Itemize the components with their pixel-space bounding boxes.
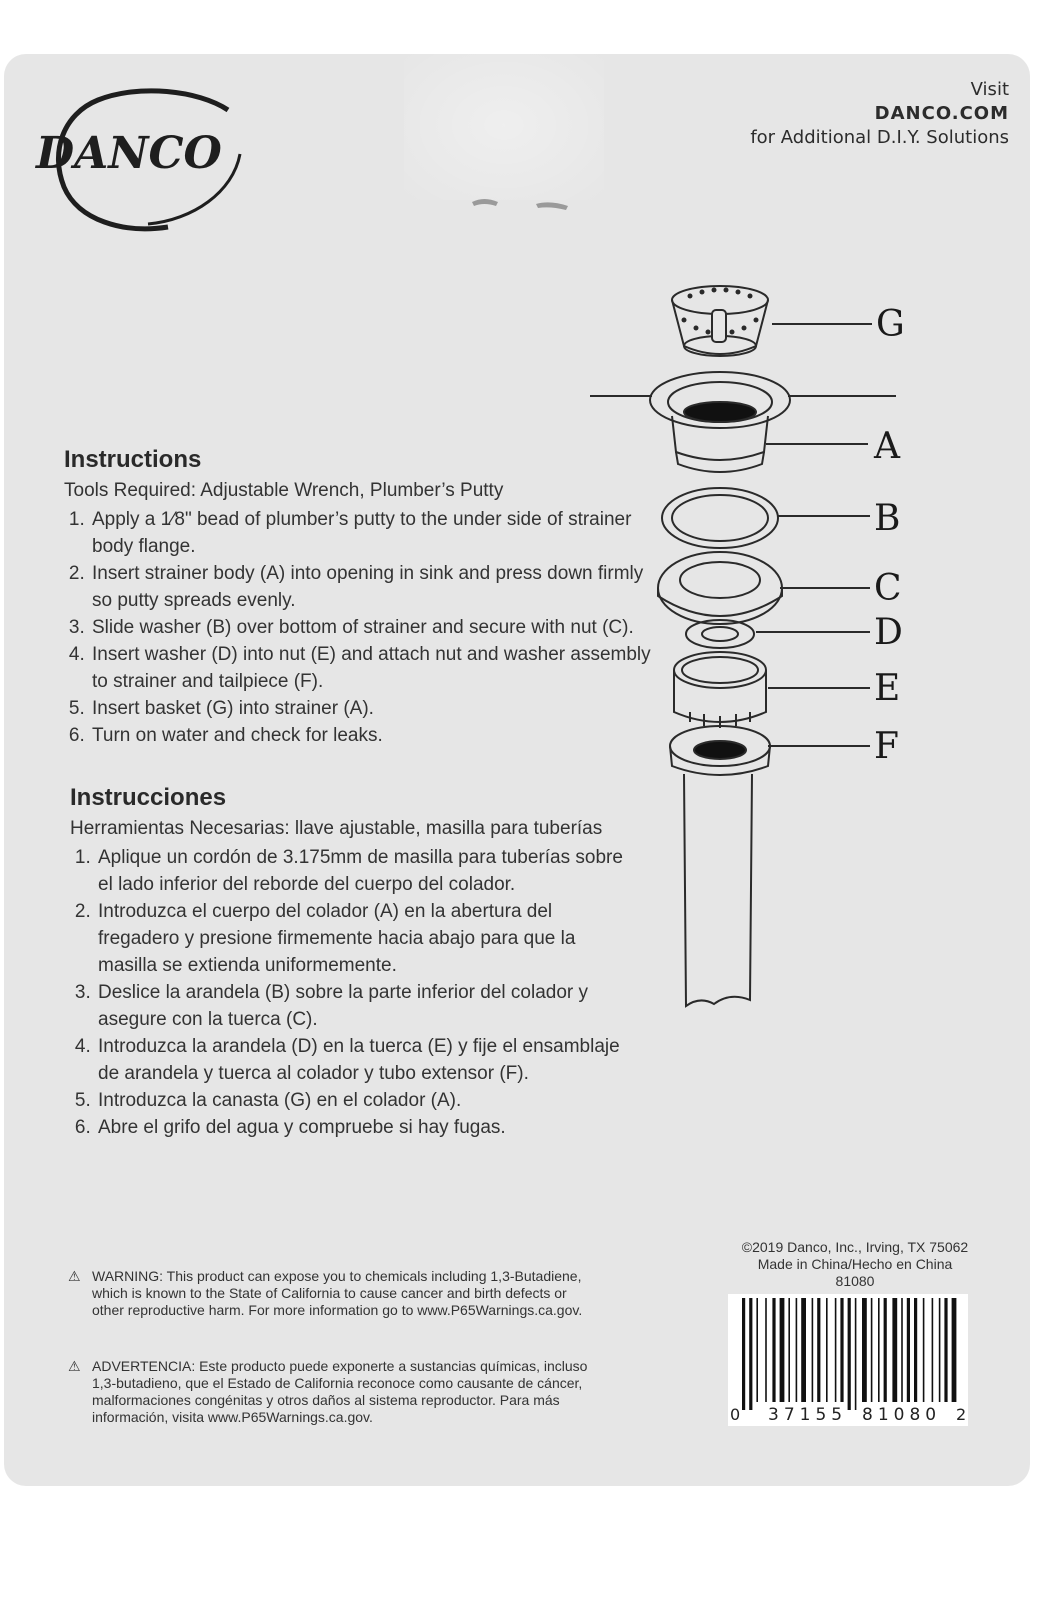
barcode-bar — [835, 1298, 837, 1402]
danco-logo — [28, 82, 258, 242]
barcode-bar — [855, 1298, 857, 1410]
upc-barcode — [728, 1294, 968, 1426]
step-item: 1. Apply a 1⁄8" bead of plumber’s putty to the under side of strainer body flange. — [90, 506, 664, 560]
step-item: 3. Deslice la arandela (B) sobre la parte inferior del colador y asegure con la tuerca (C). — [96, 979, 630, 1033]
barcode-bar — [944, 1298, 947, 1402]
step-item: 5. Introduzca la canasta (G) en el colador (A). — [96, 1087, 630, 1114]
barcode-bar — [939, 1298, 941, 1402]
barcode-left-digits: 37155 — [768, 1405, 848, 1425]
barcode-bar — [742, 1298, 745, 1410]
warning-triangle-icon: ⚠ — [68, 1268, 81, 1284]
barcode-bar — [892, 1298, 897, 1402]
hang-marks — [470, 196, 580, 216]
barcode-bar — [923, 1298, 925, 1402]
prop65-warning-en — [68, 1268, 588, 1319]
part-number: 81080 — [835, 1273, 875, 1289]
barcode-first-digit: 0 — [730, 1405, 741, 1424]
tailpiece-f-drawing — [670, 726, 770, 1006]
barcode-bar — [848, 1298, 851, 1410]
tools-required: Tools Required: Adjustable Wrench, Plumber’s Putty — [64, 480, 504, 501]
barcode-bar — [749, 1298, 752, 1410]
warning-triangle-icon: ⚠ — [68, 1358, 81, 1374]
barcode-bar — [871, 1298, 873, 1402]
label-g: G — [876, 304, 905, 345]
barcode-bar — [884, 1298, 887, 1402]
barcode-bar — [765, 1298, 767, 1402]
label-c: C — [874, 568, 902, 609]
barcode-bar — [932, 1298, 934, 1402]
copyright: ©2019 Danco, Inc., Irving, TX 75062 — [741, 1239, 969, 1255]
instructions-es — [70, 784, 630, 1141]
barcode-bar — [840, 1298, 843, 1402]
legal-info — [720, 1239, 990, 1290]
warning-text: WARNING: This product can expose you to chemicals including 1,3-Butadiene, which is known to the State of California to cause cancer and birth defects or other reproductive harm. For more information go to www.P65Warnings.ca.gov. — [92, 1268, 583, 1318]
barcode-bar — [788, 1298, 790, 1402]
label-b: B — [874, 498, 901, 539]
barcode-bar — [878, 1298, 880, 1402]
barcode-bar — [812, 1298, 814, 1402]
step-item: 6. Turn on water and check for leaks. — [90, 722, 664, 749]
barcode-bar — [817, 1298, 820, 1402]
basket-g-drawing — [672, 286, 768, 356]
logo-wordmark: DANCO — [36, 128, 222, 179]
step-item: 2. Insert strainer body (A) into opening in sink and press down firmly so putty spreads evenly. — [90, 560, 664, 614]
nut-e-drawing — [674, 652, 766, 728]
barcode-bar — [801, 1298, 806, 1402]
washer-b-drawing — [662, 488, 778, 548]
barcode-bar — [901, 1298, 903, 1402]
barcode-bar — [862, 1298, 867, 1402]
barcode-bar — [772, 1298, 775, 1402]
step-item: 4. Introduzca la arandela (D) en la tuerca (E) y fije el ensamblaje de arandela y tuerca al colador y tubo extensor (F). — [96, 1033, 630, 1087]
barcode-bar — [826, 1298, 828, 1402]
advertencia-text: ADVERTENCIA: Este producto puede exponerte a sustancias químicas, incluso 1,3-butadieno, que el Estado de California reconoce como causante de cáncer, malformaciones congénitas y otros daños al sistema reproductor. Para más información, visita www.P65Warnings.ca.gov. — [92, 1358, 588, 1425]
barcode-bar — [914, 1298, 917, 1402]
label-a: A — [874, 426, 900, 467]
step-item: 6. Abre el grifo del agua y compruebe si hay fugas. — [96, 1114, 630, 1141]
label-d: D — [874, 612, 903, 653]
barcode-bar — [756, 1298, 758, 1402]
barcode-right-digits: 81080 — [862, 1405, 942, 1425]
visit-info — [750, 78, 1009, 150]
label-e: E — [874, 668, 901, 709]
washer-c-drawing — [658, 552, 782, 624]
step-item: 1. Aplique un cordón de 3.175mm de masilla para tuberías sobre el lado inferior del reborde del cuerpo del colador. — [96, 844, 630, 898]
step-item: 3. Slide washer (B) over bottom of strainer and secure with nut (C). — [90, 614, 664, 641]
step-item: 5. Insert basket (G) into strainer (A). — [90, 695, 664, 722]
website-link[interactable]: DANCO.COM — [874, 103, 1009, 124]
barcode-check-digit: 2 — [956, 1405, 967, 1424]
instructions-heading: Instructions — [64, 446, 202, 473]
barcode-bar — [780, 1298, 785, 1402]
steps-list-en — [64, 506, 664, 749]
step-item: 4. Insert washer (D) into nut (E) and attach nut and washer assembly to strainer and tailpiece (F). — [90, 641, 664, 695]
strainer-body-a-drawing — [650, 372, 790, 472]
barcode-bar — [907, 1298, 910, 1402]
step-item: 2. Introduzca el cuerpo del colador (A) en la abertura del fregadero y presione firmemente hacia abajo para que la masilla se extienda uniformemente. — [96, 898, 630, 979]
prop65-warning-es — [68, 1358, 588, 1426]
visit-tagline: for Additional D.I.Y. Solutions — [750, 127, 1009, 148]
barcode-bar — [952, 1298, 957, 1402]
label-f: F — [874, 726, 899, 767]
steps-list-es — [70, 844, 630, 1141]
herramientas-necesarias: Herramientas Necesarias: llave ajustable, masilla para tuberías — [70, 818, 603, 839]
origin: Made in China/Hecho en China — [757, 1256, 953, 1272]
visit-label: Visit — [970, 79, 1009, 100]
instrucciones-heading: Instrucciones — [70, 784, 227, 811]
barcode-bar — [796, 1298, 798, 1402]
instructions-en — [64, 446, 664, 749]
